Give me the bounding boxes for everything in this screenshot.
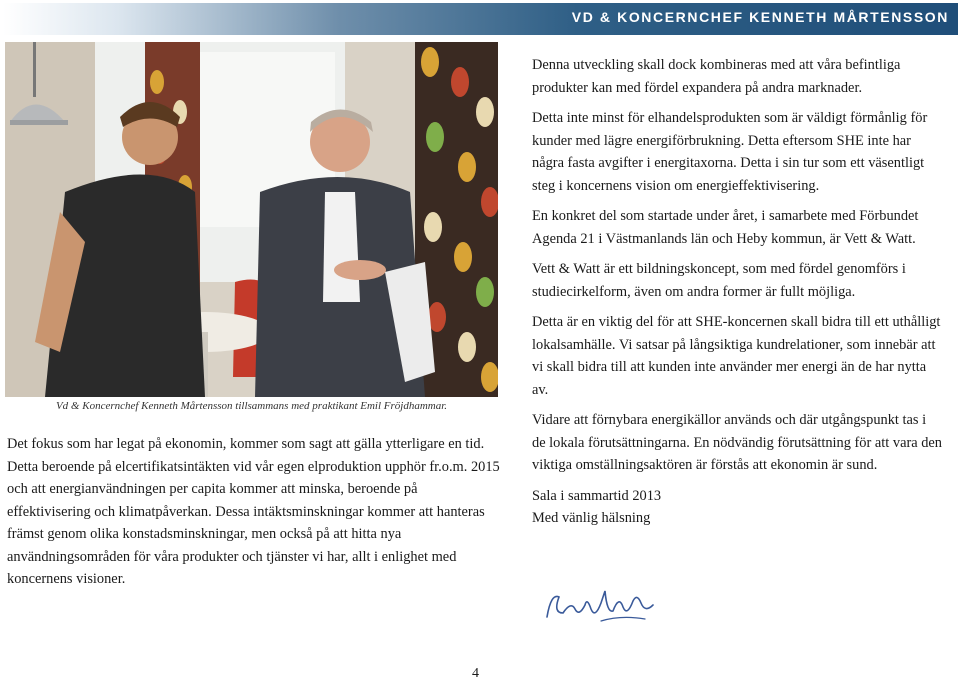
right-paragraph-6: Vidare att förnybara energikällor används och där utgångspunkt tas i de lokala förutsättningarna. En nödvändig förutsättning för att vara den viktiga omställningsaktören är förstås att ekonomin är sund.	[532, 412, 943, 473]
left-column-paragraph: Det fokus som har legat på ekonomin, kommer som sagt att gälla ytterligare en tid. Detta beroende på elcertifikatsintäkten vid vår egen elproduktion upphör fr.o.m. 2015 och att energianvändningen per capita kommer att minska, beroende på effektivisering och klimatpåverkan. Dessa intäktsminskningar kommer att hanteras främst genom olika konstadsminskningar, men också på att hitta nya användningsområden för våra produkter och tjänster vi har, allt i enlighet med koncernens visioner.	[7, 436, 500, 587]
right-column	[532, 54, 942, 530]
right-paragraph-3: En konkret del som startade under året, i samarbete med Förbundet Agenda 21 i Västmanlands län och Heby kommun, är Vett & Watt.	[532, 208, 919, 247]
photo-illustration	[5, 42, 498, 397]
header-title: VD & KONCERNCHEF KENNETH MÅRTENSSON	[571, 9, 949, 25]
page-number: 4	[472, 666, 479, 681]
photo	[5, 42, 498, 397]
signature	[541, 583, 661, 636]
right-paragraph-5: Detta är en viktig del för att SHE-koncernen skall bidra till ett uthålligt lokalsamhälle. Vi satsar på långsiktiga kundrelationer, som innebär att vi skall bidra till att kunden inte använder mer energi än de har nytta av.	[532, 314, 941, 398]
closing-greeting: Med vänlig hälsning	[532, 510, 651, 526]
place-date: Sala i sammartid 2013	[532, 487, 662, 504]
right-paragraph-2: Detta inte minst för elhandelsprodukten som är väldigt förmånlig för kunder med lägre energiförbrukning. Detta eftersom SHE inte har några fasta avgifter i energitaxorna. Detta i sin tur som ett väsentligt steg i koncernens vision om energieffektivisering.	[532, 110, 928, 194]
photo-caption: Vd & Koncernchef Kenneth Mårtensson tillsammans med praktikant Emil Fröjdhammar.	[55, 400, 448, 412]
right-paragraph-1: Denna utveckling skall dock kombineras med att våra befintliga produkter kan med fördel expandera på andra marknader.	[532, 57, 901, 96]
right-paragraph-4: Vett & Watt är ett bildningskoncept, som med fördel genomförs i studiecirkelform, även om andra former är fullt möjliga.	[532, 261, 906, 300]
header-banner	[3, 3, 958, 35]
